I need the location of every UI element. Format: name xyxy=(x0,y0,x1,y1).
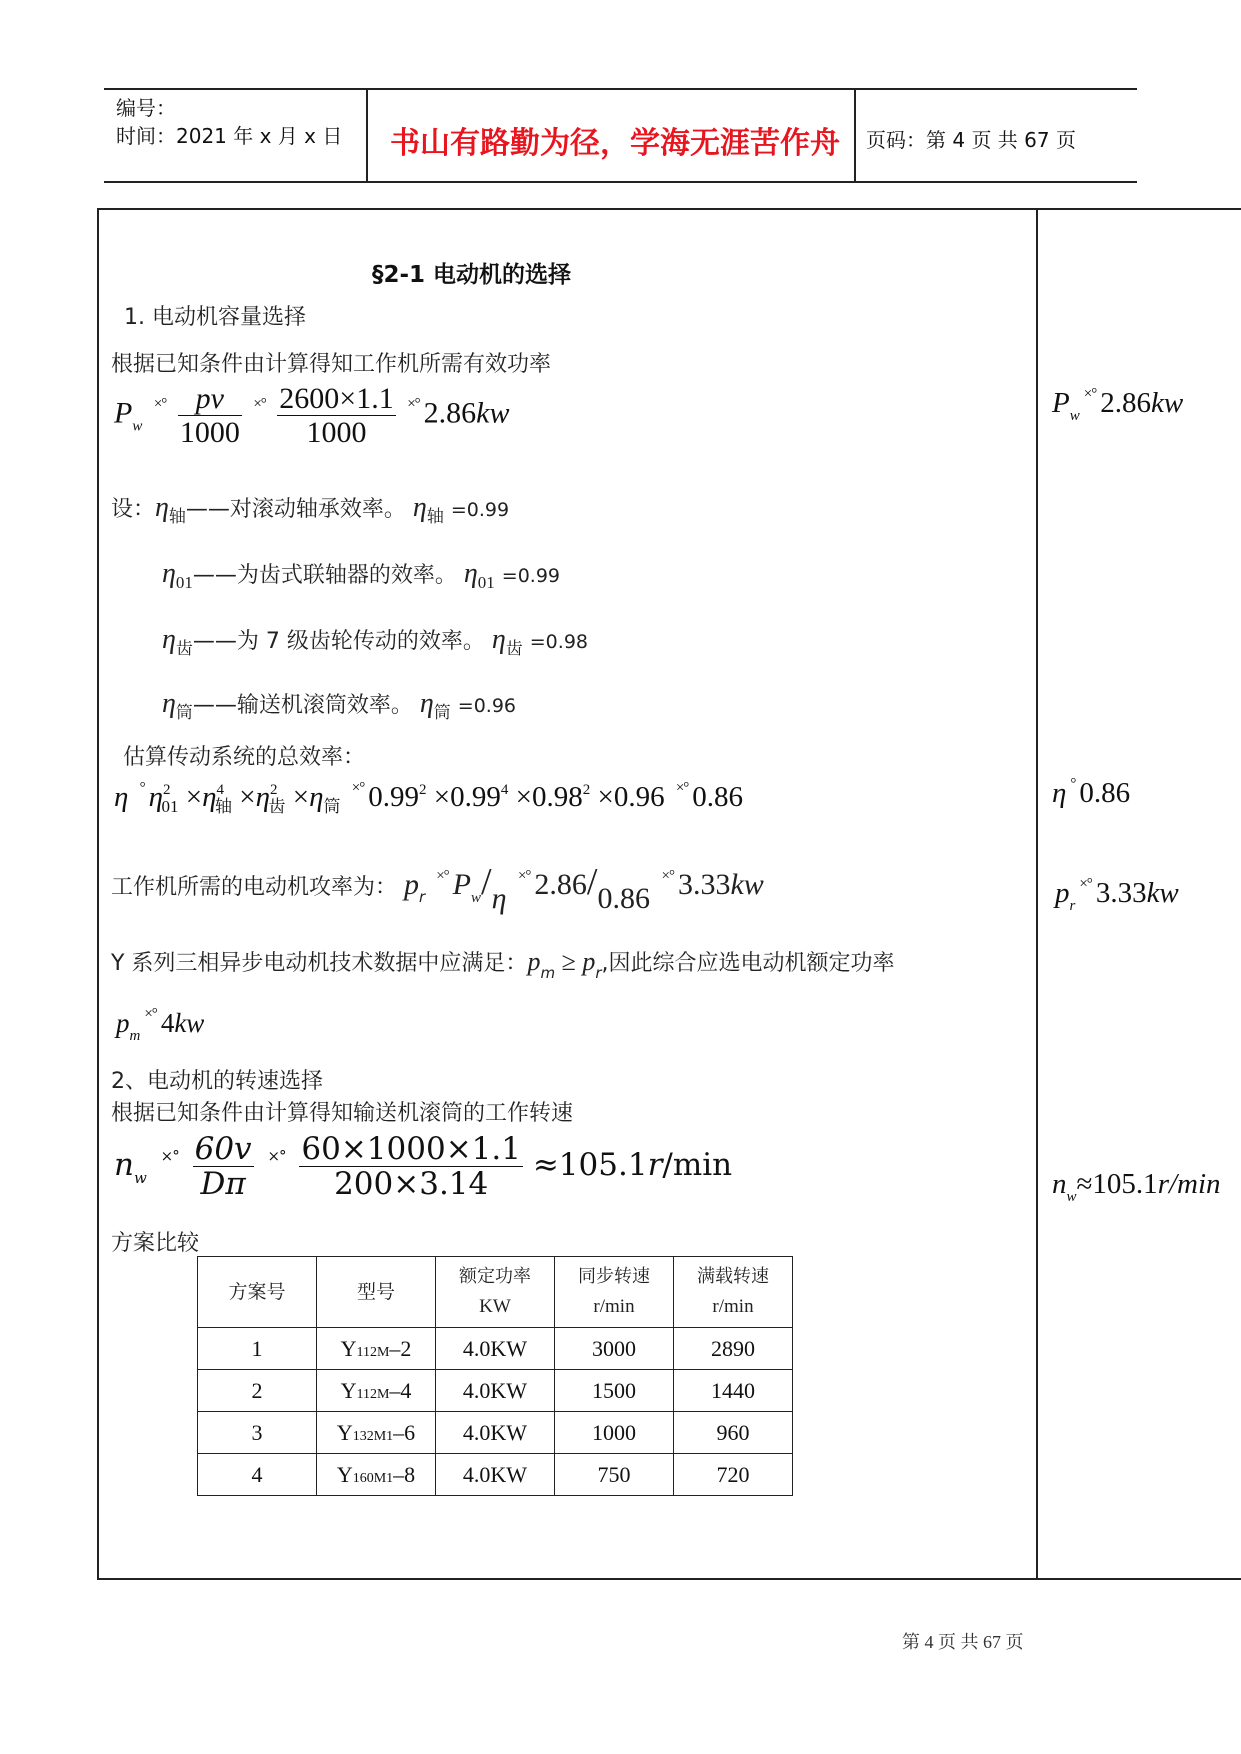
cell-full-speed: 2890 xyxy=(674,1328,793,1370)
comparison-table-wrap xyxy=(197,1256,793,1496)
total-eff-result: 0.86 xyxy=(692,781,744,813)
eff-drum-line: $\eta_筒——$输送机滚筒效率。 $\eta_筒 =0.96$ xyxy=(162,688,517,723)
eff-coupling-line: $\eta_{01}——$为齿式联轴器的效率。 $\eta_{01} =0.99$ xyxy=(162,558,561,592)
compare-label: 方案比较 xyxy=(111,1231,200,1256)
pr-line: 工作机所需的电动机攻率为： $p_r$ ×° $P_w/\eta$ ×° 2.86/0.86 ×° 3.33kw xyxy=(111,861,764,915)
pm-value-line: $p_m^{\times^\circ}$ 4kw xyxy=(116,1006,205,1044)
header-page-label: 页码：第 4 页 共 67 页 xyxy=(866,128,1076,152)
header-motto: 书山有路勤为径，学海无涯苦作舟 xyxy=(390,126,840,161)
nw-equation: $n_w$ ×° $\frac{60v}{D\pi}$ ×° $\frac{60\times 1000\times 1.1}{200\times 3.14}$ ≈105.1r/min xyxy=(114,1131,733,1203)
comparison-table xyxy=(197,1256,793,1496)
subsection-2-intro: 根据已知条件由计算得知输送机滚筒的工作转速 xyxy=(111,1101,574,1126)
frame-left-rule xyxy=(97,208,99,1579)
cell-model: Y132M1–6 xyxy=(317,1412,436,1454)
page-footer: 第 4 页 共 67 页 xyxy=(902,1632,1024,1652)
table-row xyxy=(198,1370,793,1412)
pw-equation: $P_w$ ×° $\frac{pv}{1000}$ ×° $\frac{2600\times 1.1}{1000}$ ×° 2.86kw xyxy=(114,382,510,449)
side-nw-result: $n_w\approx 105.1r/\min$ xyxy=(1052,1168,1221,1205)
table-row xyxy=(198,1328,793,1370)
eff-bearing-line: 设：$\eta_轴——$对滚动轴承效率。 $\eta_轴 =0.99$ xyxy=(111,492,510,527)
header-bottom-rule xyxy=(104,181,1137,183)
section-title: §2-1 电动机的选择 xyxy=(372,262,572,288)
cell-power: 4.0KW xyxy=(436,1412,555,1454)
frame-bottom-rule xyxy=(97,1578,1241,1580)
subsection-1-heading: 1. 电动机容量选择 xyxy=(124,305,306,330)
cell-power: 4.0KW xyxy=(436,1328,555,1370)
cell-plan-no: 3 xyxy=(198,1412,317,1454)
total-eff-equation: η ° $\eta^2_{01} \times\eta^4_轴 \times\eta^2_齿 \times\eta_筒$ ×° $0.99^2 \times 0.99^4 \times 0.98^2 \times 0.96$ ×° 0.86 xyxy=(114,780,744,817)
cell-full-speed: 720 xyxy=(674,1454,793,1496)
cell-model: Y112M–4 xyxy=(317,1370,436,1412)
document-date-label: 时间：2021 年 x 月 x 日 xyxy=(116,124,343,148)
nw-fraction-2: $\frac{60\times 1000\times 1.1}{200\times 3.14}$ xyxy=(301,1131,521,1203)
cell-sync-speed: 750 xyxy=(555,1454,674,1496)
cell-model: Y160M1–8 xyxy=(317,1454,436,1496)
pr-label: 工作机所需的电动机攻率为： xyxy=(111,875,398,900)
side-eta-result: η ° 0.86 xyxy=(1052,776,1131,809)
table-row xyxy=(198,1454,793,1496)
cell-full-speed: 1440 xyxy=(674,1370,793,1412)
cell-plan-no: 2 xyxy=(198,1370,317,1412)
cell-full-speed: 960 xyxy=(674,1412,793,1454)
pw-unit: kw xyxy=(476,396,510,430)
pw-symbol: P xyxy=(114,396,133,430)
header-full-load-speed: 满载转速 r/min xyxy=(674,1257,793,1328)
frame-top-rule xyxy=(97,208,1241,210)
subsection-1-intro: 根据已知条件由计算得知工作机所需有效功率 xyxy=(111,352,552,377)
cell-plan-no: 4 xyxy=(198,1454,317,1496)
header-rated-power: 额定功率 KW xyxy=(436,1257,555,1328)
cell-plan-no: 1 xyxy=(198,1328,317,1370)
cell-power: 4.0KW xyxy=(436,1454,555,1496)
cell-sync-speed: 1000 xyxy=(555,1412,674,1454)
side-pr-result: $p_r^{\times^\circ}$ 3.33kw xyxy=(1055,876,1179,914)
frame-column-divider xyxy=(1036,208,1038,1579)
total-eff-label: 估算传动系统的总效率： xyxy=(123,745,366,770)
condition-line: Y 系列三相异步电动机技术数据中应满足：$p_m \ge p_r$,因此综合应选电动机额定功率 xyxy=(111,947,895,982)
header-divider-left xyxy=(366,88,368,182)
pw-result: 2.86 xyxy=(423,396,477,430)
pw-fraction-1: $\frac{pv}{1000}$ xyxy=(179,382,240,449)
table-header-row xyxy=(198,1257,793,1328)
header-top-rule xyxy=(104,88,1137,90)
header-divider-right xyxy=(854,88,856,182)
cell-model: Y112M–2 xyxy=(317,1328,436,1370)
nw-result: ≈105.1 xyxy=(532,1147,648,1184)
cell-sync-speed: 1500 xyxy=(555,1370,674,1412)
cell-power: 4.0KW xyxy=(436,1370,555,1412)
header-model: 型号 xyxy=(317,1257,436,1328)
table-row xyxy=(198,1412,793,1454)
nw-fraction-1: $\frac{60v}{D\pi}$ xyxy=(194,1131,252,1203)
pw-subscript: w xyxy=(132,418,143,435)
header-plan-no: 方案号 xyxy=(198,1257,317,1328)
cell-sync-speed: 3000 xyxy=(555,1328,674,1370)
pw-fraction-2: $\frac{2600\times 1.1}{1000}$ xyxy=(279,382,394,449)
header-sync-speed: 同步转速 r/min xyxy=(555,1257,674,1328)
side-pw-result: $P_w^{\times^\circ}$ 2.86kw xyxy=(1052,386,1184,424)
document-number-label: 编号： xyxy=(116,96,176,120)
eff-gear-line: $\eta_齿——$为 7 级齿轮传动的效率。 $\eta_齿 =0.98$ xyxy=(162,624,588,659)
pr-result: 3.33 xyxy=(677,868,731,901)
subsection-2-heading: 2、电动机的转速选择 xyxy=(111,1069,323,1094)
